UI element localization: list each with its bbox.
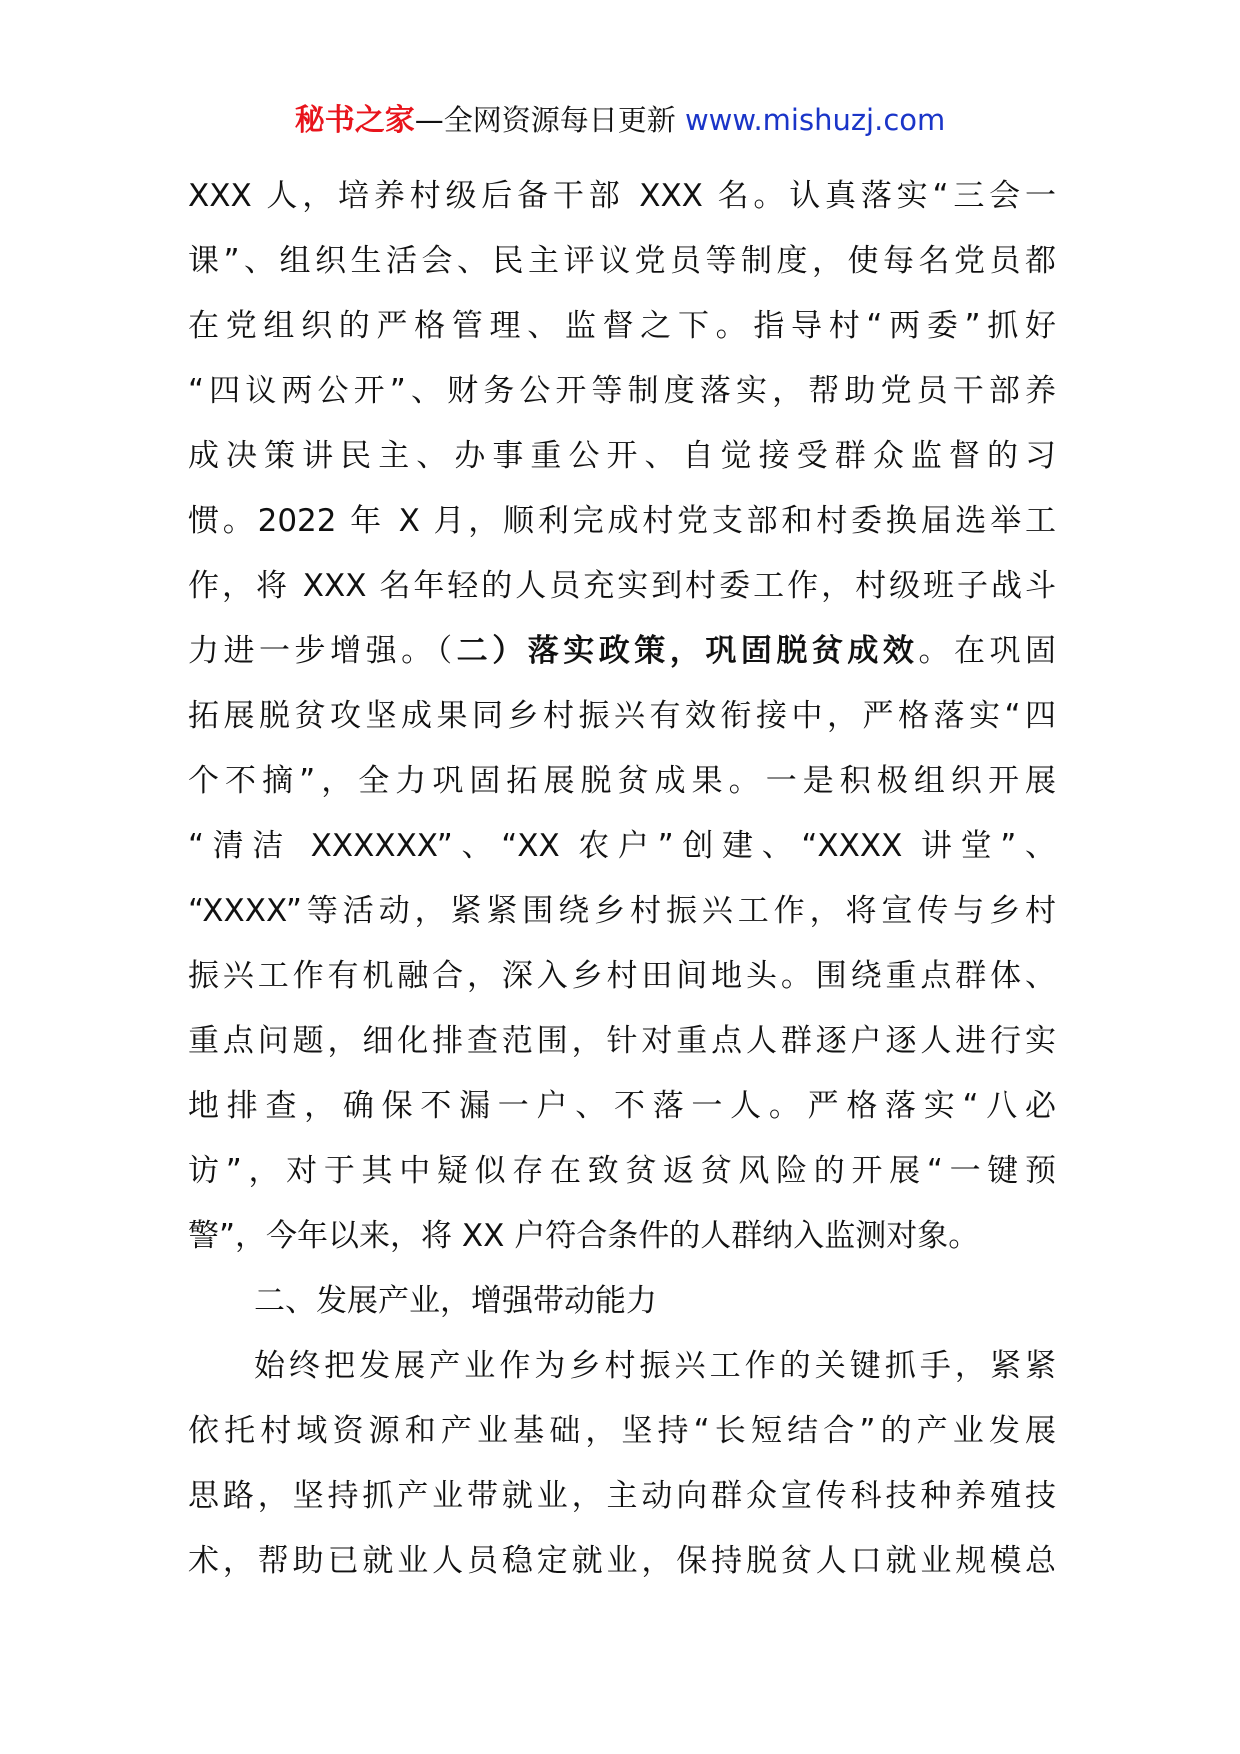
text-fragment: 。在巩固 [918,633,1057,669]
text-line: 访”，对于其中疑似存在致贫返贫风险的开展“一键预 [188,1153,1056,1189]
text-line: XXX 人，培养村级后备干部 XXX 名。认真落实“三会一 [188,178,1056,214]
text-line: 在党组织的严格管理、监督之下。指导村“两委”抓好 [188,308,1056,344]
text-line-with-subheading [188,619,1056,684]
text-line: 始终把发展产业作为乡村振兴工作的关键抓手，紧紧 [254,1348,1056,1384]
text-line: “四议两公开”、财务公开等制度落实，帮助党员干部养 [188,373,1056,409]
text-line: 个不摘”，全力巩固拓展脱贫成果。一是积极组织开展 [188,763,1056,799]
site-url-link[interactable]: www.mishuzj.com [684,103,946,137]
text-line: 重点问题，细化排查范围，针对重点人群逐户逐人进行实 [188,1023,1056,1059]
text-line: 术，帮助已就业人员稳定就业，保持脱贫人口就业规模总 [188,1543,1056,1579]
text-line: 拓展脱贫攻坚成果同乡村振兴有效衔接中，严格落实“四 [188,698,1056,734]
subheading-bold: 二）落实政策，巩固脱贫成效 [456,633,919,669]
text-line: 课”、组织生活会、民主评议党员等制度，使每名党员都 [188,243,1056,279]
site-header [0,100,1240,141]
text-line: 惯。2022 年 X 月，顺利完成村党支部和村委换届选举工 [188,503,1056,539]
section-heading: 二、发展产业，增强带动能力 [254,1283,657,1319]
brand-name: 秘书之家 [294,103,415,138]
text-fragment: 力进一步增强。（ [188,633,457,669]
text-line: “清洁 XXXXXX”、“XX 农户”创建、“XXXX 讲堂”、 [188,828,1056,864]
text-line: 作，将 XXX 名年轻的人员充实到村委工作，村级班子战斗 [188,568,1056,604]
text-line: 振兴工作有机融合，深入乡村田间地头。围绕重点群体、 [188,958,1056,994]
text-line: 依托村域资源和产业基础，坚持“长短结合”的产业发展 [188,1413,1056,1449]
document-body [188,164,1056,1594]
header-slogan: —全网资源每日更新 [414,103,676,137]
text-line: 成决策讲民主、办事重公开、自觉接受群众监督的习 [188,438,1056,474]
text-line: “XXXX”等活动，紧紧围绕乡村振兴工作，将宣传与乡村 [188,893,1056,929]
text-line: 地排查，确保不漏一户、不落一人。严格落实“八必 [188,1088,1056,1124]
text-line: 思路，坚持抓产业带就业，主动向群众宣传科技种养殖技 [188,1478,1056,1514]
text-line: 警”，今年以来，将 XX 户符合条件的人群纳入监测对象。 [188,1218,980,1254]
